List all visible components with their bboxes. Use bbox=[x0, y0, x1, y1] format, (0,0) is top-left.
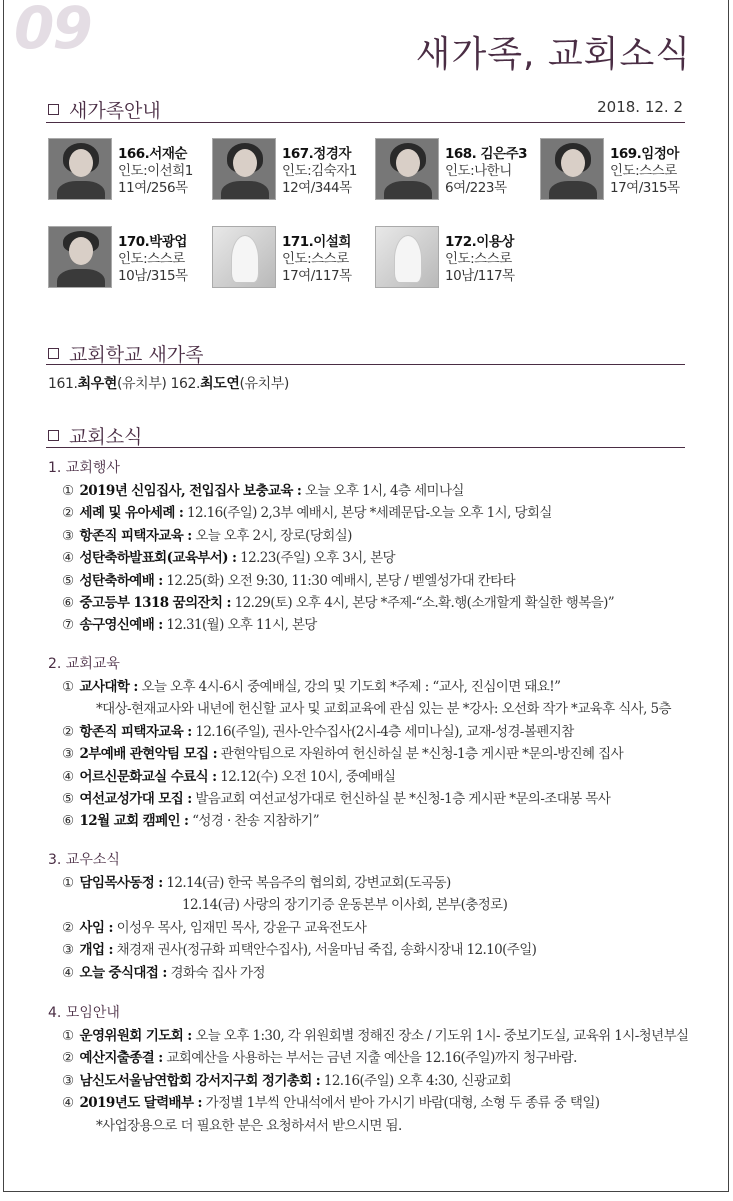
category-member-news: 3. 교우소식 bbox=[48, 852, 120, 868]
member-group: 17여/315목 bbox=[610, 180, 680, 196]
category-education: 2. 교회교육 bbox=[48, 656, 120, 672]
item-number: ④ bbox=[62, 550, 74, 567]
section-divider bbox=[46, 447, 685, 448]
item-number: ⑥ bbox=[62, 595, 74, 611]
item-number: ③ bbox=[62, 1072, 74, 1089]
item-title: 중고등부 1318 꿈의잔치 : bbox=[79, 595, 231, 611]
item-title: 세례 및 유아세례 : bbox=[79, 505, 184, 522]
section-new-family-heading bbox=[48, 96, 161, 123]
member-group: 11여/256목 bbox=[118, 180, 188, 196]
news-item bbox=[62, 591, 614, 611]
item-title: 사임 : bbox=[79, 919, 113, 936]
news-item bbox=[62, 1069, 511, 1089]
news-item bbox=[62, 501, 552, 521]
item-title: 오늘 중식대접 : bbox=[79, 964, 167, 981]
item-number: ① bbox=[62, 875, 74, 891]
praying-hands-photo bbox=[375, 226, 439, 288]
member-guide: 인도:스스로 bbox=[445, 251, 512, 267]
item-detail: 교회예산을 사용하는 부서는 금년 지출 예산을 12.16(주일)까지 청구바람. bbox=[162, 1050, 577, 1067]
section-title: 교회소식 bbox=[69, 426, 143, 448]
news-item bbox=[182, 893, 507, 913]
section-divider bbox=[46, 122, 685, 123]
news-item bbox=[62, 1046, 577, 1066]
news-item bbox=[62, 961, 265, 981]
news-item bbox=[62, 675, 560, 695]
praying-hands-photo bbox=[212, 226, 276, 288]
item-number: ⑤ bbox=[62, 572, 74, 589]
item-title: 12월 교회 캠페인 : bbox=[79, 813, 189, 830]
member-card bbox=[540, 138, 700, 200]
item-title: 2019년 신임집사, 전입집사 보충교육 : bbox=[79, 483, 302, 499]
item-detail: 12.16(주일), 권사-안수집사(2시-4층 세미나실), 교재-성경-볼펜지참 bbox=[191, 723, 574, 740]
school-member-name: 최도연 bbox=[200, 376, 240, 392]
member-group: 10남/315목 bbox=[118, 268, 188, 284]
news-item bbox=[62, 765, 395, 785]
member-name: 171.이설희 bbox=[282, 234, 351, 250]
item-detail: 오늘 오후 1:30, 각 위원회별 정해진 장소 / 기도위 1시- 중보기도실, 교육위 1시-청년부실 bbox=[191, 1028, 689, 1044]
item-title: 항존직 피택자교육 : bbox=[79, 527, 192, 544]
item-number: ③ bbox=[62, 942, 74, 959]
member-guide: 인도:스스로 bbox=[118, 251, 185, 267]
checkbox-square-icon bbox=[48, 430, 59, 441]
item-title: 2부예배 관현악팀 모집 : bbox=[79, 746, 217, 763]
item-detail: 가정별 1부씩 안내석에서 받아 가시기 바람(대형, 소형 두 종류 중 택일) bbox=[201, 1095, 600, 1112]
item-detail: 발음교회 여선교성가대로 헌신하실 분 *신청-1층 게시판 *문의-조대봉 목사 bbox=[191, 791, 611, 807]
item-detail: 12.14(금) 한국 복음주의 협의회, 강변교회(도곡동) bbox=[162, 875, 451, 891]
member-card bbox=[48, 226, 208, 288]
item-title: 2019년도 달력배부 : bbox=[79, 1095, 202, 1112]
item-title: 교사대학 : bbox=[79, 679, 138, 695]
member-name: 170.박광업 bbox=[118, 234, 187, 250]
member-photo bbox=[212, 138, 276, 200]
item-number: ④ bbox=[62, 768, 74, 785]
member-photo bbox=[375, 138, 439, 200]
item-detail: 오늘 오후 2시, 장로(당회실) bbox=[191, 527, 352, 544]
section-news-heading bbox=[48, 422, 142, 449]
school-member-name: 최우현 bbox=[77, 376, 117, 392]
news-item bbox=[62, 479, 464, 499]
school-member-dept: (유치부) bbox=[239, 376, 289, 392]
item-detail: 12.14(금) 사랑의 장기기증 운동본부 이사회, 본부(충정로) bbox=[182, 897, 508, 914]
member-guide: 인도:김숙자1 bbox=[282, 163, 357, 179]
item-detail: 관현악팀으로 자원하여 헌신하실 분 *신청-1층 게시판 *문의-방진혜 집사 bbox=[216, 746, 624, 763]
item-number: ④ bbox=[62, 964, 74, 981]
member-name: 167.정경자 bbox=[282, 146, 351, 162]
section-title: 새가족안내 bbox=[69, 100, 161, 122]
item-number: ② bbox=[62, 1050, 74, 1067]
section-title: 교회학교 새가족 bbox=[69, 344, 204, 366]
item-number: ② bbox=[62, 723, 74, 740]
item-title: 송구영신예배 : bbox=[79, 617, 163, 634]
news-item bbox=[62, 809, 319, 829]
item-title: 어르신문화교실 수료식 : bbox=[79, 768, 217, 785]
news-item bbox=[62, 742, 623, 762]
news-item bbox=[62, 569, 515, 589]
item-number: ② bbox=[62, 505, 74, 522]
item-number: ⑤ bbox=[62, 791, 74, 807]
item-detail: 경화숙 집사 가정 bbox=[166, 964, 265, 981]
item-detail: 12.23(주일) 오후 3시, 본당 bbox=[236, 550, 395, 567]
item-title: 담임목사동정 : bbox=[79, 875, 163, 891]
item-detail: 12.25(화) 오전 9:30, 11:30 예배시, 본당 / 벧엘성가대 칸타타 bbox=[162, 572, 516, 589]
news-item bbox=[62, 720, 574, 740]
section-divider bbox=[46, 364, 685, 365]
item-title: 운영위원회 기도회 : bbox=[79, 1028, 192, 1044]
item-title: 예산지출종결 : bbox=[79, 1050, 163, 1067]
member-name: 169.임정아 bbox=[610, 146, 679, 162]
school-member-number: 162. bbox=[170, 376, 201, 392]
item-detail: 12.16(주일) 오후 4:30, 신광교회 bbox=[320, 1072, 512, 1089]
item-number: ① bbox=[62, 1028, 74, 1044]
item-title: 성탄축하예배 : bbox=[79, 572, 163, 589]
item-detail: 오늘 오후 1시, 4층 세미나실 bbox=[301, 483, 464, 499]
member-guide: 인도:나한니 bbox=[445, 163, 512, 179]
news-item bbox=[62, 524, 352, 544]
item-detail: 채경재 권사(정규화 피택안수집사), 서울마님 죽집, 송화시장내 12.10(주일) bbox=[112, 942, 537, 959]
item-detail: 이성우 목사, 임재민 목사, 강윤구 교육전도사 bbox=[112, 919, 367, 936]
news-item bbox=[62, 1091, 599, 1111]
member-photo bbox=[48, 226, 112, 288]
checkbox-square-icon bbox=[48, 348, 59, 359]
item-detail: *대상-현재교사와 내년에 헌신할 교사 및 교회교육에 관심 있는 분 *강사: 오선화 작가 *교육후 식사, 5층 bbox=[96, 701, 671, 718]
item-detail: “성경 · 찬송 지참하기” bbox=[188, 813, 320, 830]
news-item bbox=[96, 697, 671, 717]
item-title: 개업 : bbox=[79, 942, 113, 959]
item-detail: 12.16(주일) 2,3부 예배시, 본당 *세례문답-오늘 오후 1시, 당회실 bbox=[183, 505, 552, 522]
item-number: ③ bbox=[62, 746, 74, 763]
member-card bbox=[375, 138, 535, 200]
item-detail: 12.31(월) 오후 11시, 본당 bbox=[162, 617, 317, 634]
item-number: ② bbox=[62, 919, 74, 936]
member-card bbox=[212, 226, 372, 288]
item-number: ① bbox=[62, 483, 74, 499]
school-member-dept: (유치부) bbox=[116, 376, 167, 392]
page-number: 09 bbox=[14, 0, 91, 62]
item-detail: 12.29(토) 오후 4시, 본당 *주제-“소.확.행(소개할게 확실한 행복을)” bbox=[230, 595, 615, 611]
item-number: ⑦ bbox=[62, 617, 74, 634]
item-detail: 오늘 오후 4시-6시 중예배실, 강의 및 기도회 *주제 : “교사, 진심이면 돼요!” bbox=[137, 679, 561, 695]
news-item bbox=[62, 1024, 688, 1044]
news-item bbox=[62, 787, 610, 807]
member-photo bbox=[48, 138, 112, 200]
member-guide: 인도:스스로 bbox=[610, 163, 677, 179]
member-group: 12여/344목 bbox=[282, 180, 352, 196]
item-number: ④ bbox=[62, 1095, 74, 1112]
news-item bbox=[96, 1114, 402, 1134]
news-item bbox=[62, 546, 395, 566]
member-guide: 인도:스스로 bbox=[282, 251, 349, 267]
issue-date: 2018. 12. 2 bbox=[597, 98, 683, 116]
member-guide: 인도:이선희1 bbox=[118, 163, 193, 179]
item-title: 항존직 피택자교육 : bbox=[79, 723, 192, 740]
member-card bbox=[48, 138, 208, 200]
category-meetings: 4. 모임안내 bbox=[48, 1005, 120, 1021]
item-number: ① bbox=[62, 679, 74, 695]
item-number: ③ bbox=[62, 527, 74, 544]
news-item bbox=[62, 613, 317, 633]
item-title: 여선교성가대 모집 : bbox=[79, 791, 192, 807]
member-card bbox=[375, 226, 535, 288]
item-number: ⑥ bbox=[62, 813, 74, 830]
member-photo bbox=[540, 138, 604, 200]
page-title: 새가족, 교회소식 bbox=[415, 34, 691, 75]
item-title: 남신도서울남연합회 강서지구회 정기총회 : bbox=[79, 1072, 321, 1089]
member-group: 10남/117목 bbox=[445, 268, 515, 284]
member-name: 168. 김은주3 bbox=[445, 146, 528, 162]
news-item bbox=[62, 938, 536, 958]
news-item bbox=[62, 916, 366, 936]
member-group: 17여/117목 bbox=[282, 268, 352, 284]
member-card bbox=[212, 138, 372, 200]
item-title: 성탄축하발표회(교육부서) : bbox=[79, 550, 237, 567]
member-group: 6여/223목 bbox=[445, 180, 507, 196]
member-name: 172.이용상 bbox=[445, 234, 514, 250]
school-new-members bbox=[48, 373, 289, 393]
section-school-heading bbox=[48, 340, 204, 367]
checkbox-square-icon bbox=[48, 104, 59, 115]
school-member-number: 161. bbox=[48, 376, 78, 392]
item-detail: *사업장용으로 더 필요한 분은 요청하셔서 받으시면 됨. bbox=[96, 1117, 402, 1134]
item-detail: 12.12(수) 오전 10시, 중예배실 bbox=[216, 768, 396, 785]
news-item bbox=[62, 871, 451, 891]
member-name: 166.서재순 bbox=[118, 146, 187, 162]
category-events: 1. 교회행사 bbox=[48, 460, 120, 476]
